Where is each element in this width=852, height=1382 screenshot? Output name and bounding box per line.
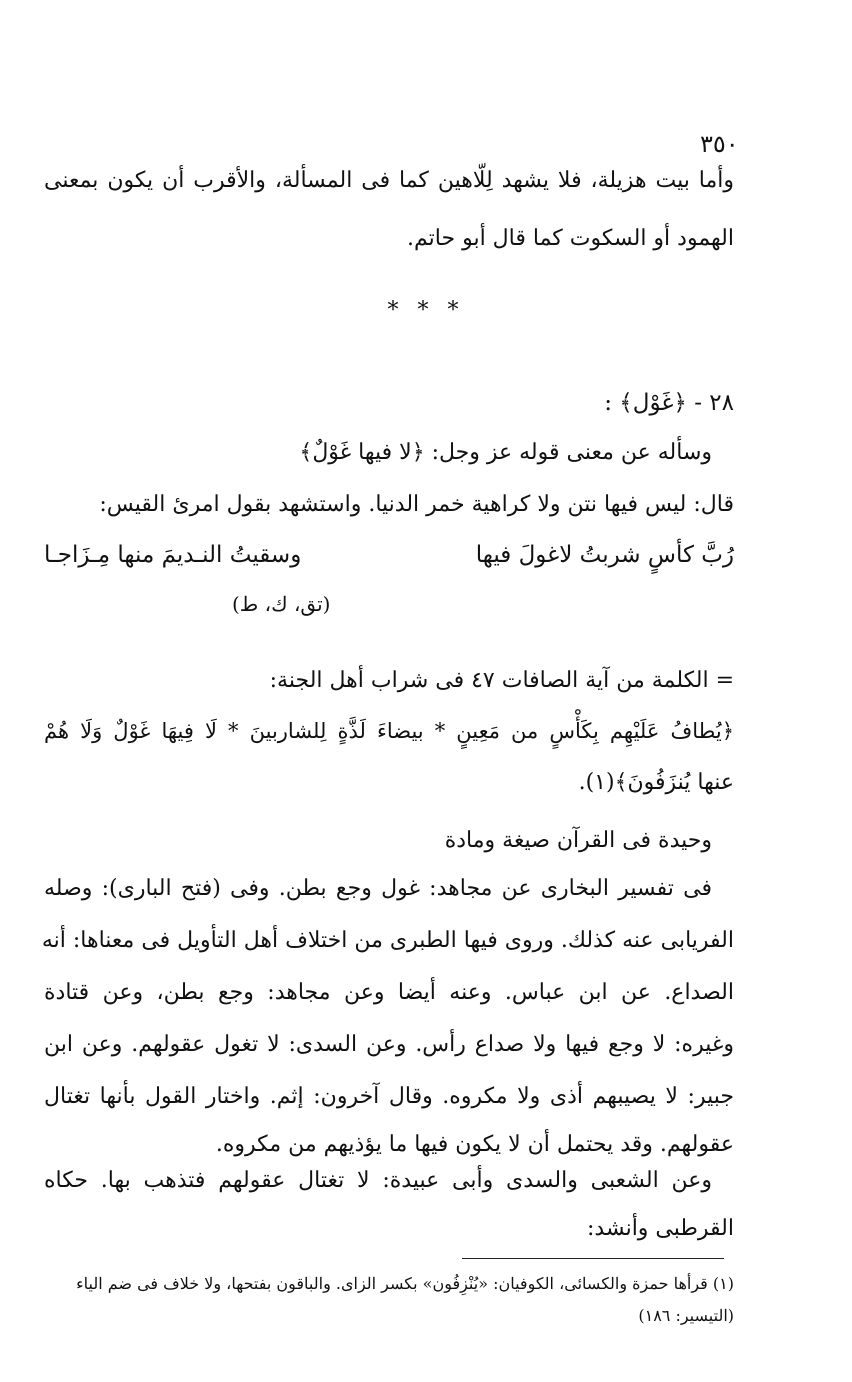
quran-verse-line-2: عنها يُنزَفُونَ﴾(١). (578, 770, 734, 795)
footnote-line-1: (١) قرأها حمزة والكسائى، الكوفيان: «يُنْزِفُون» بكسر الزاى. والباقون بفتحها، ولا خلاف فى ضم الياء (76, 1274, 734, 1293)
intro-line-1: وأما بيت هزيلة، فلا يشهد لِلّاهين كما فى المسألة، والأقرب أن يكون بمعنى (44, 168, 734, 193)
body-line-uniqueness: وحيدة فى القرآن صيغة ومادة (444, 828, 712, 853)
footnote-line-2: (التيسير: ١٨٦) (638, 1306, 734, 1325)
poem-second-hemistich: وسقيتُ النـديمَ منها مِـزَاجـا (44, 542, 302, 568)
section-separator: * * * (387, 298, 465, 323)
body-line-1: = الكلمة من آية الصافات ٤٧ فى شراب أهل الجنة: (269, 668, 734, 693)
footnote-rule (462, 1258, 724, 1259)
quran-verse-line-1: ﴿يُطافُ عَلَيْهِم بِكَأْسٍ من مَعِينٍ * بيضاءَ لَذَّةٍ لِلشاربينَ * لَا فِيهَا غَوْلٌ وَلَا هُمْ (44, 719, 734, 743)
intro-line-2: الهمود أو السكوت كما قال أبو حاتم. (407, 226, 734, 251)
question-line: وسأله عن معنى قوله عز وجل: ﴿لا فيها غَوْلٌ﴾ (299, 440, 712, 465)
answer-line: قال: ليس فيها نتن ولا كراهية خمر الدنيا. واستشهد بقول امرئ القيس: (99, 492, 734, 517)
body-line-11: وعن الشعبى والسدى وأبى عبيدة: لا تغتال عقولهم فتذهب بها. حكاه (44, 1168, 712, 1193)
body-line-12: القرطبى وأنشد: (586, 1216, 734, 1241)
poem-verse (44, 542, 734, 578)
page-number: ٣٥٠ (700, 130, 739, 158)
body-line-9: جبير: لا يصيبهم أذى ولا مكروه. وقال آخرون: إثم. واختار القول بأنها تغتال (44, 1084, 734, 1109)
poem-first-hemistich: رُبَّ كأسٍ شربتُ لاغولَ فيها (475, 542, 734, 568)
body-line-7: الصداع. عن ابن عباس. وعنه أيضا وعن مجاهد: وجع بطن، وعن قتادة (44, 980, 734, 1005)
body-line-6: الفريابى عنه كذلك. وروى فيها الطبرى من اختلاف أهل التأويل فى معناها: أنه (41, 928, 734, 953)
source-abbreviations: (تق، ك، ط) (232, 592, 331, 616)
body-line-5: فى تفسير البخارى عن مجاهد: غول وجع بطن. وفى (فتح البارى): وصله (44, 876, 712, 901)
body-line-8: وغيره: لا وجع فيها ولا صداع رأس. وعن السدى: لا تغول عقولهم. وعن ابن (44, 1032, 734, 1057)
body-line-10: عقولهم. وقد يحتمل أن لا يكون فيها ما يؤذيهم من مكروه. (215, 1132, 734, 1157)
entry-heading: ٢٨ - ﴿غَوْل﴾ : (604, 390, 734, 416)
